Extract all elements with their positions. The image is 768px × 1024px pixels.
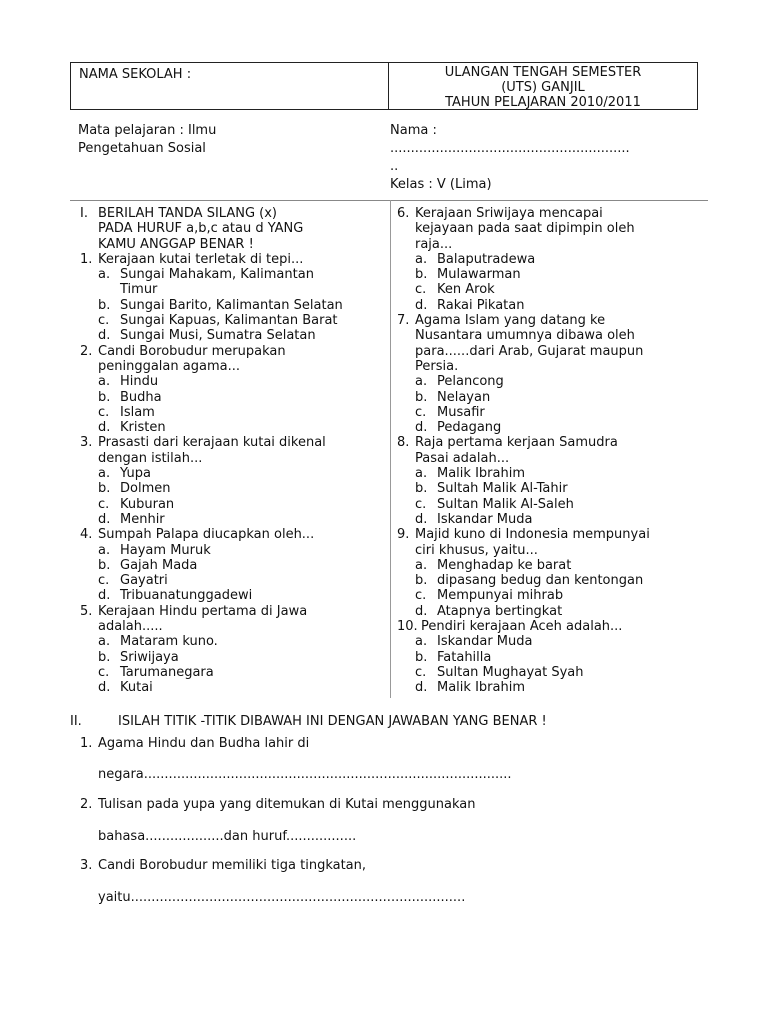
- option-text: Rakai Pikatan: [437, 297, 525, 313]
- answer-option[interactable]: [80, 558, 385, 573]
- question-text: [397, 344, 697, 359]
- option-letter: a.: [415, 634, 428, 650]
- subject-label-line-2: Pengetahuan Sosial: [78, 141, 206, 156]
- answer-option[interactable]: [397, 405, 697, 420]
- answer-option[interactable]: [80, 405, 385, 420]
- header-table: [70, 62, 698, 110]
- option-text: Kuburan: [120, 496, 175, 512]
- question-line: raja...: [415, 236, 453, 252]
- option-letter: b.: [415, 649, 428, 665]
- exam-title-line-2: (UTS) GANJIL: [501, 80, 585, 95]
- option-letter: a.: [98, 542, 111, 558]
- option-text: Fatahilla: [437, 649, 492, 665]
- question-text: [397, 619, 697, 634]
- fill-question: [80, 797, 700, 813]
- option-letter: [98, 282, 120, 297]
- option-text: Kutai: [120, 680, 153, 696]
- question-number: 1.: [80, 251, 93, 267]
- option-text: Dolmen: [120, 481, 171, 497]
- answer-option[interactable]: [397, 650, 697, 665]
- option-letter: b.: [98, 297, 111, 313]
- question-text: [397, 527, 697, 542]
- fill-question-text: Agama Hindu dan Budha lahir di: [98, 736, 310, 751]
- option-letter: b.: [415, 389, 428, 405]
- option-text: Pedagang: [437, 420, 502, 436]
- answer-option[interactable]: [397, 390, 697, 405]
- name-label: Nama :: [390, 123, 437, 138]
- question-text: [80, 252, 385, 267]
- answer-option[interactable]: [80, 680, 385, 695]
- question-number: [397, 451, 415, 466]
- option-letter: b.: [98, 481, 111, 497]
- answer-option[interactable]: [397, 634, 697, 649]
- answer-option[interactable]: [397, 497, 697, 512]
- fill-answer-line[interactable]: bahasa...................dan huruf.................: [98, 829, 357, 844]
- exam-title-cell: [389, 63, 697, 109]
- fill-question: [80, 858, 700, 874]
- question-number: 6.: [397, 206, 410, 221]
- student-info: [78, 122, 698, 196]
- question-text: [397, 237, 697, 252]
- school-name-label: NAMA SEKOLAH :: [79, 67, 192, 82]
- question-line: peninggalan agama...: [98, 358, 240, 374]
- option-letter: d.: [98, 588, 111, 604]
- option-text: dipasang bedug dan kentongan: [437, 573, 644, 589]
- answer-option[interactable]: [80, 328, 385, 343]
- option-letter: a.: [415, 251, 428, 267]
- question-line: adalah.....: [98, 619, 163, 635]
- option-letter: b.: [98, 389, 111, 405]
- option-letter: c.: [98, 404, 110, 420]
- option-text: Timur: [120, 282, 158, 298]
- fill-question-number: 1.: [80, 736, 93, 751]
- question-text: [397, 543, 697, 558]
- section-2-heading: [70, 714, 710, 729]
- question-text: [397, 313, 697, 328]
- option-letter: c.: [98, 664, 110, 680]
- option-letter: d.: [98, 420, 111, 436]
- answer-option[interactable]: [397, 573, 697, 588]
- option-text: Atapnya bertingkat: [437, 603, 563, 619]
- option-text: Islam: [120, 404, 155, 420]
- answer-option[interactable]: [397, 604, 697, 619]
- question-line: Pendiri kerajaan Aceh adalah...: [421, 619, 623, 635]
- question-number: [397, 328, 415, 343]
- option-letter: a.: [98, 466, 111, 482]
- option-letter: a.: [415, 466, 428, 482]
- answer-option[interactable]: [397, 282, 697, 297]
- option-text: Pelancong: [437, 374, 504, 390]
- answer-option[interactable]: [80, 543, 385, 558]
- question-number: [80, 619, 98, 634]
- option-text: Menhir: [120, 511, 165, 527]
- option-letter: b.: [415, 267, 428, 283]
- option-text: Mataram kuno.: [120, 634, 218, 650]
- answer-option[interactable]: [80, 282, 385, 297]
- answer-option[interactable]: [397, 680, 697, 695]
- answer-option[interactable]: [80, 466, 385, 481]
- question-text: [397, 206, 697, 221]
- option-letter: c.: [415, 664, 427, 680]
- section-1-heading: [80, 206, 385, 252]
- school-name-cell: [71, 63, 389, 109]
- answer-option[interactable]: [80, 390, 385, 405]
- fill-question-text: Candi Borobudur memiliki tiga tingkatan,: [98, 858, 367, 873]
- question-text: [80, 527, 385, 542]
- answer-option[interactable]: [397, 481, 697, 496]
- answer-option[interactable]: [397, 466, 697, 481]
- exam-title-line-3: TAHUN PELAJARAN 2010/2011: [445, 95, 641, 110]
- answer-option[interactable]: [80, 665, 385, 680]
- fill-question-number: 3.: [80, 858, 93, 873]
- question-number: [397, 543, 415, 558]
- question-line: dengan istilah...: [98, 450, 203, 466]
- question-line: Candi Borobudur merupakan: [98, 343, 286, 359]
- fill-answer-line[interactable]: negara.........................................................................................: [98, 767, 512, 782]
- option-text: Mulawarman: [437, 267, 521, 283]
- option-text: Hindu: [120, 374, 159, 390]
- question-line: Agama Islam yang datang ke: [415, 313, 606, 329]
- question-number: [397, 344, 415, 359]
- answer-option[interactable]: [397, 588, 697, 603]
- option-letter: c.: [98, 313, 110, 329]
- question-number: 4.: [80, 527, 93, 543]
- section-1-title-line-3: KAMU ANGGAP BENAR !: [98, 236, 254, 252]
- answer-option[interactable]: [80, 588, 385, 603]
- option-letter: d.: [415, 680, 428, 696]
- option-letter: c.: [415, 496, 427, 512]
- question-line: Pasai adalah...: [415, 450, 510, 466]
- divider-vertical: [390, 200, 391, 698]
- option-text: Hayam Muruk: [120, 542, 211, 558]
- answer-option[interactable]: [397, 420, 697, 435]
- option-text: Sultan Mughayat Syah: [437, 664, 584, 680]
- option-letter: d.: [415, 420, 428, 436]
- answer-option[interactable]: [80, 298, 385, 313]
- answer-option[interactable]: [80, 420, 385, 435]
- question-text: [80, 604, 385, 619]
- questions-right-column: [397, 206, 697, 696]
- option-letter: b.: [98, 557, 111, 573]
- option-letter: d.: [415, 297, 428, 313]
- option-letter: d.: [415, 603, 428, 619]
- question-text: [80, 344, 385, 359]
- question-line: Nusantara umumnya dibawa oleh: [415, 328, 635, 344]
- option-text: Sungai Kapuas, Kalimantan Barat: [120, 313, 338, 329]
- question-line: Sumpah Palapa diucapkan oleh...: [98, 527, 315, 543]
- option-text: Nelayan: [437, 389, 491, 405]
- fill-answer-line[interactable]: yaitu.................................................................................: [98, 890, 466, 905]
- answer-option[interactable]: [397, 512, 697, 527]
- option-letter: a.: [415, 374, 428, 390]
- question-line: Majid kuno di Indonesia mempunyai: [415, 527, 650, 543]
- option-text: Malik Ibrahim: [437, 466, 525, 482]
- answer-option[interactable]: [80, 267, 385, 282]
- option-text: Menghadap ke barat: [437, 557, 572, 573]
- option-letter: d.: [415, 511, 428, 527]
- option-text: Iskandar Muda: [437, 634, 533, 650]
- option-text: Yupa: [120, 466, 151, 482]
- option-text: Ken Arok: [437, 282, 495, 298]
- option-text: Sriwijaya: [120, 649, 179, 665]
- option-text: Iskandar Muda: [437, 511, 533, 527]
- answer-option[interactable]: [80, 512, 385, 527]
- option-text: Sultan Malik Al-Saleh: [437, 496, 574, 512]
- questions-left-column: [80, 206, 385, 696]
- question-number: 9.: [397, 527, 410, 543]
- question-line: kejayaan pada saat dipimpin oleh: [415, 221, 635, 237]
- exam-title-line-1: ULANGAN TENGAH SEMESTER: [444, 65, 642, 80]
- question-text: [80, 619, 385, 634]
- question-text: [397, 221, 697, 236]
- question-text: [397, 328, 697, 343]
- option-letter: d.: [98, 328, 111, 344]
- answer-option[interactable]: [80, 634, 385, 649]
- option-text: Sultah Malik Al-Tahir: [437, 481, 568, 497]
- option-letter: b.: [415, 573, 428, 589]
- answer-option[interactable]: [397, 252, 697, 267]
- question-line: Raja pertama kerjaan Samudra: [415, 435, 618, 451]
- answer-option[interactable]: [397, 267, 697, 282]
- option-text: Sungai Musi, Sumatra Selatan: [120, 328, 316, 344]
- option-text: Tarumanegara: [120, 664, 214, 680]
- section-1-title-line-2: PADA HURUF a,b,c atau d YANG: [98, 221, 304, 237]
- question-number: [397, 221, 415, 236]
- answer-option[interactable]: [397, 665, 697, 680]
- question-text: [397, 359, 697, 374]
- section-2-title: ISILAH TITIK -TITIK DIBAWAH INI DENGAN JAWABAN YANG BENAR !: [118, 714, 547, 729]
- question-number: 8.: [397, 435, 410, 451]
- answer-option[interactable]: [80, 497, 385, 512]
- question-number: 5.: [80, 603, 93, 619]
- option-text: Budha: [120, 389, 162, 405]
- option-text: Balaputradewa: [437, 251, 536, 267]
- answer-option[interactable]: [80, 374, 385, 389]
- name-field-dots-2: ..: [390, 159, 399, 174]
- answer-option[interactable]: [397, 558, 697, 573]
- question-line: Prasasti dari kerajaan kutai dikenal: [98, 435, 326, 451]
- option-letter: b.: [415, 481, 428, 497]
- question-number: [80, 359, 98, 374]
- fill-question-text: Tulisan pada yupa yang ditemukan di Kutai menggunakan: [98, 797, 476, 812]
- question-number: [397, 237, 415, 252]
- option-letter: c.: [415, 588, 427, 604]
- class-label: Kelas : V (Lima): [390, 177, 492, 192]
- option-text: Mempunyai mihrab: [437, 588, 564, 604]
- question-number: [397, 359, 415, 374]
- name-field-dots[interactable]: ..........................................................: [390, 141, 630, 156]
- fill-question: [80, 736, 700, 752]
- option-letter: d.: [98, 511, 111, 527]
- divider-horizontal: [70, 200, 708, 201]
- answer-option[interactable]: [80, 573, 385, 588]
- question-number: 3.: [80, 435, 93, 451]
- question-number: 2.: [80, 343, 93, 359]
- question-line: Kerajaan Sriwijaya mencapai: [415, 206, 603, 221]
- question-text: [80, 359, 385, 374]
- question-text: [80, 451, 385, 466]
- answer-option[interactable]: [397, 298, 697, 313]
- subject-label-line-1: Mata pelajaran : Ilmu: [78, 123, 217, 138]
- option-letter: c.: [415, 404, 427, 420]
- fill-question-number: 2.: [80, 797, 93, 812]
- question-line: Persia.: [415, 358, 459, 374]
- question-text: [397, 435, 697, 450]
- section-1-title-line-1: BERILAH TANDA SILANG (x): [98, 206, 277, 221]
- answer-option[interactable]: [397, 374, 697, 389]
- question-number: 10.: [397, 619, 418, 635]
- question-line: para......dari Arab, Gujarat maupun: [415, 343, 644, 359]
- option-text: Malik Ibrahim: [437, 680, 525, 696]
- option-letter: a.: [415, 557, 428, 573]
- question-number: 7.: [397, 313, 410, 329]
- option-letter: c.: [98, 573, 110, 589]
- question-line: Kerajaan kutai terletak di tepi...: [98, 251, 304, 267]
- answer-option[interactable]: [80, 313, 385, 328]
- option-text: Sungai Barito, Kalimantan Selatan: [120, 297, 343, 313]
- option-text: Musafir: [437, 404, 485, 420]
- option-letter: c.: [415, 282, 427, 298]
- section-2-number: II.: [70, 714, 82, 729]
- answer-option[interactable]: [80, 481, 385, 496]
- question-text: [397, 451, 697, 466]
- option-text: Kristen: [120, 420, 166, 436]
- option-letter: a.: [98, 634, 111, 650]
- option-text: Gajah Mada: [120, 557, 198, 573]
- option-letter: a.: [98, 374, 111, 390]
- option-text: Gayatri: [120, 573, 168, 589]
- option-text: Tribuanatunggadewi: [120, 588, 253, 604]
- question-text: [80, 435, 385, 450]
- question-line: Kerajaan Hindu pertama di Jawa: [98, 603, 308, 619]
- option-letter: a.: [98, 267, 111, 283]
- option-letter: c.: [98, 496, 110, 512]
- option-letter: b.: [98, 649, 111, 665]
- section-1-number: I.: [80, 206, 88, 221]
- option-letter: d.: [98, 680, 111, 696]
- answer-option[interactable]: [80, 650, 385, 665]
- option-text: Sungai Mahakam, Kalimantan: [120, 267, 314, 283]
- question-number: [80, 451, 98, 466]
- question-line: ciri khusus, yaitu...: [415, 542, 538, 558]
